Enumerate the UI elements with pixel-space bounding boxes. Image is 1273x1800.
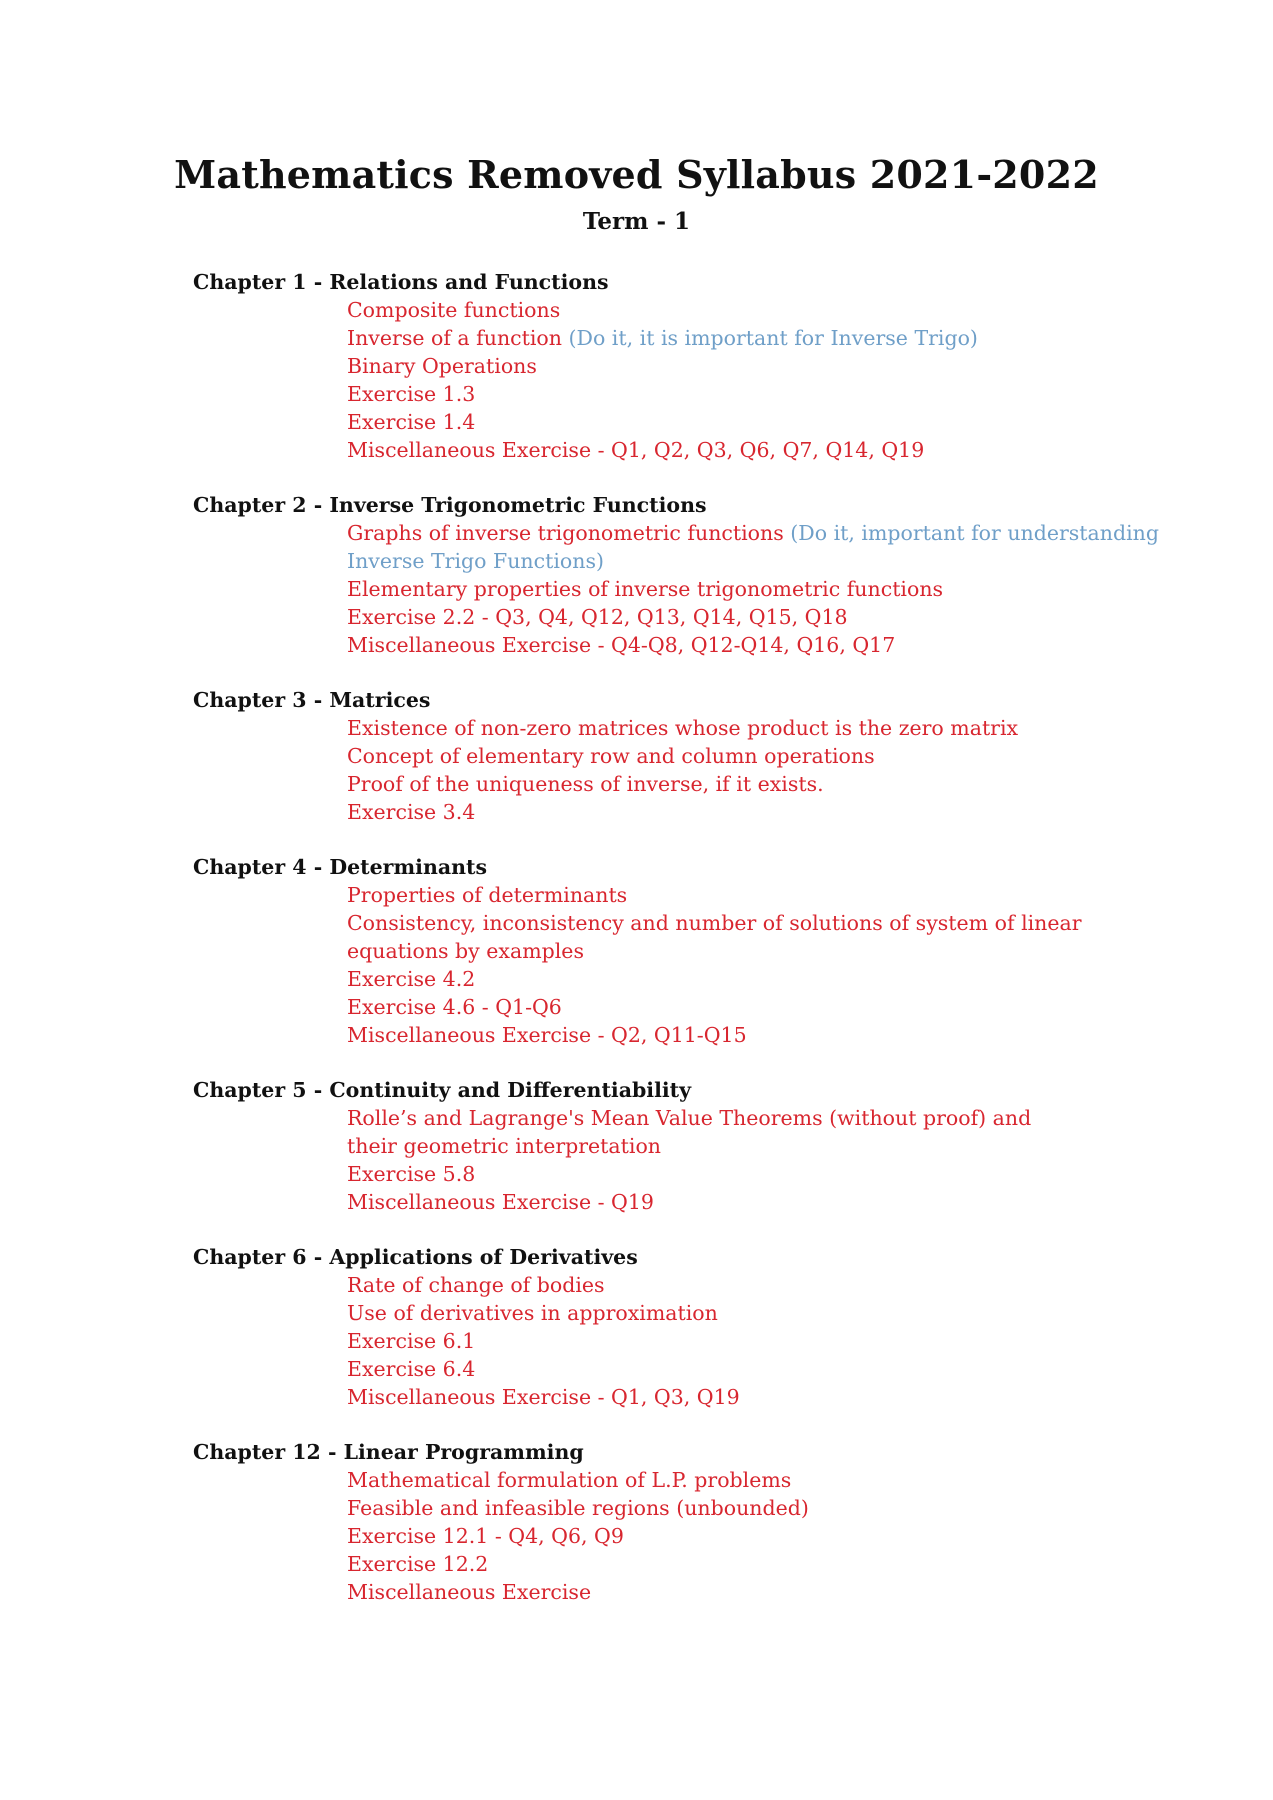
chapter-heading: Chapter 6 - Applications of Derivatives [193,1245,638,1269]
removed-topic [347,575,1093,603]
removed-topic-list [347,1466,1093,1606]
chapter-heading: Chapter 12 - Linear Programming [193,1440,584,1464]
removed-topic [347,324,1093,352]
topic-text: Exercise 2.2 - Q3, Q4, Q12, Q13, Q14, Q15, Q18 [347,605,848,629]
chapter-heading: Chapter 5 - Continuity and Differentiability [193,1078,692,1102]
removed-topic [347,1299,1093,1327]
removed-topic [347,1271,1093,1299]
chapter-section [193,1438,1093,1606]
removed-topic [347,993,1093,1021]
removed-topic [347,1578,1093,1606]
removed-topic [347,742,1093,770]
topic-text: Rolle’s and Lagrange's Mean Value Theorems (without proof) and [347,1106,1032,1130]
removed-topic [347,380,1093,408]
removed-topic [347,603,1093,631]
chapter-section [193,853,1093,1049]
removed-topic [347,352,1093,380]
removed-topic-list [347,1271,1093,1411]
removed-topic [347,1104,1093,1132]
removed-topic [347,1466,1093,1494]
topic-text: Miscellaneous Exercise - Q4-Q8, Q12-Q14, Q16, Q17 [347,633,896,657]
removed-topic [347,1355,1093,1383]
removed-topic [347,1327,1093,1355]
removed-topic-list [347,881,1093,1049]
chapter-heading: Chapter 2 - Inverse Trigonometric Functions [193,493,707,517]
topic-note: (Do it, it is important for Inverse Trigo) [568,326,978,350]
topic-text: Use of derivatives in approximation [347,1301,718,1325]
removed-topic-list [347,1104,1093,1216]
chapter-heading: Chapter 3 - Matrices [193,688,431,712]
topic-text: Elementary properties of inverse trigonometric functions [347,577,944,601]
topic-note: (Do it, important for understanding [790,521,1159,545]
removed-topic [347,881,1093,909]
removed-topic [347,770,1093,798]
chapter-section [193,1076,1093,1216]
topic-text: Exercise 4.2 [347,967,476,991]
topic-text: Inverse of a function [347,326,562,350]
removed-topic-list [347,296,1093,464]
removed-topic [347,519,1159,547]
chapter-section [193,491,1159,659]
topic-text: Composite functions [347,298,561,322]
chapter-list [193,268,1159,1633]
removed-topic [347,714,1093,742]
topic-text: Miscellaneous Exercise [347,1580,592,1604]
removed-topic [347,547,1093,575]
chapter-section [193,268,1093,464]
topic-text: Exercise 3.4 [347,800,476,824]
topic-text: Exercise 6.4 [347,1357,476,1381]
topic-text: Graphs of inverse trigonometric functions [347,521,784,545]
topic-text: Proof of the uniqueness of inverse, if it exists. [347,772,824,796]
topic-text: Exercise 5.8 [347,1162,476,1186]
removed-topic [347,909,1093,937]
topic-text: Binary Operations [347,354,537,378]
topic-text: Miscellaneous Exercise - Q1, Q2, Q3, Q6, Q7, Q14, Q19 [347,438,925,462]
topic-text: Properties of determinants [347,883,628,907]
removed-topic [347,937,1093,965]
page-title: Mathematics Removed Syllabus 2021-2022 [174,152,1099,197]
page-subtitle: Term - 1 [582,208,691,235]
removed-topic [347,1132,1093,1160]
topic-text: Exercise 1.3 [347,382,476,406]
removed-topic [347,1021,1093,1049]
topic-text: Feasible and infeasible regions (unbounded) [347,1496,809,1520]
topic-text: equations by examples [347,939,584,963]
removed-topic [347,965,1093,993]
removed-topic [347,1494,1093,1522]
topic-text: Exercise 6.1 [347,1329,476,1353]
topic-text: Mathematical formulation of L.P. problems [347,1468,792,1492]
removed-topic [347,1522,1093,1550]
removed-topic [347,408,1093,436]
removed-topic [347,1188,1093,1216]
removed-topic [347,296,1093,324]
chapter-heading: Chapter 4 - Determinants [193,855,488,879]
topic-text: Exercise 12.1 - Q4, Q6, Q9 [347,1524,624,1548]
removed-topic [347,1550,1093,1578]
topic-text: Concept of elementary row and column operations [347,744,875,768]
removed-topic [347,436,1093,464]
topic-text: Consistency, inconsistency and number of solutions of system of linear [347,911,1082,935]
topic-text: Existence of non-zero matrices whose product is the zero matrix [347,716,1019,740]
chapter-heading: Chapter 1 - Relations and Functions [193,270,609,294]
topic-text: Exercise 4.6 - Q1-Q6 [347,995,562,1019]
topic-text: Miscellaneous Exercise - Q1, Q3, Q19 [347,1385,740,1409]
topic-text: Rate of change of bodies [347,1273,605,1297]
topic-text: Exercise 1.4 [347,410,476,434]
removed-topic-list [347,519,1159,659]
removed-topic [347,631,1093,659]
removed-topic [347,1383,1093,1411]
removed-topic [347,1160,1093,1188]
topic-text: their geometric interpretation [347,1134,661,1158]
chapter-section [193,1243,1093,1411]
topic-text: Exercise 12.2 [347,1552,489,1576]
removed-topic [347,798,1093,826]
chapter-section [193,686,1093,826]
topic-text: Miscellaneous Exercise - Q2, Q11-Q15 [347,1023,747,1047]
topic-text: Miscellaneous Exercise - Q19 [347,1190,654,1214]
topic-note: Inverse Trigo Functions) [347,549,604,573]
removed-topic-list [347,714,1093,826]
